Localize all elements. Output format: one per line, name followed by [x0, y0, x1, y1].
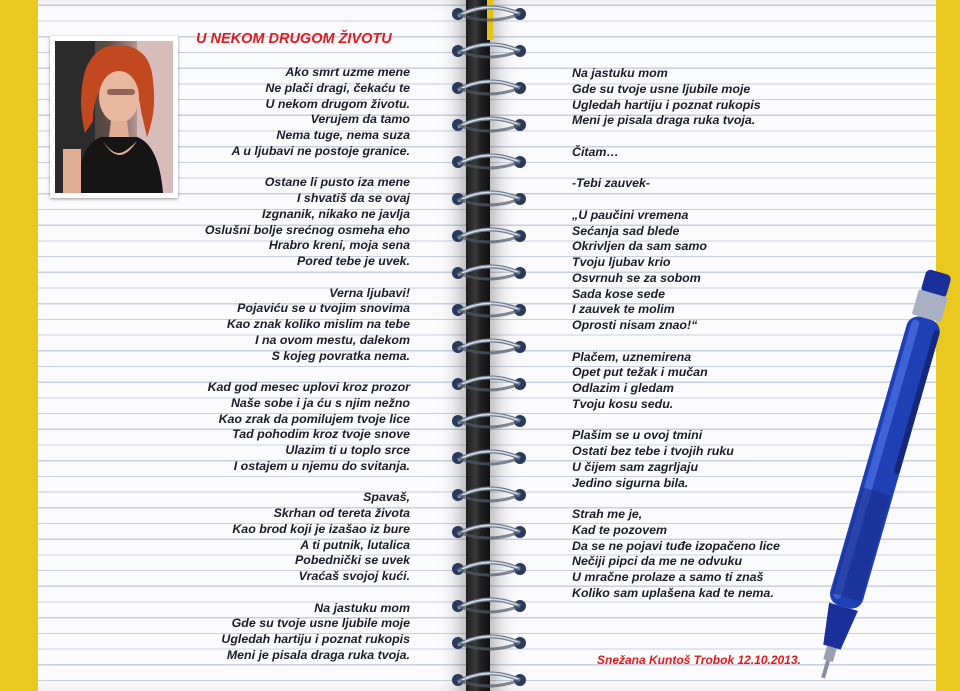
spiral-ring: [448, 150, 530, 172]
mechanical-pencil-icon: [806, 262, 956, 690]
poem-line: Meni je pisala draga ruka tvoja.: [572, 113, 756, 128]
poem-line: Nema tuge, nema suza: [276, 128, 410, 142]
poem-line: I shvatiš da se ovaj: [297, 191, 410, 205]
poem-line: I ostajem u njemu do svitanja.: [233, 458, 410, 473]
poem-line: Tvoju kosu sedu.: [572, 396, 674, 411]
poem-line: -Tebi zauvek-: [572, 176, 651, 191]
poem-line: Ne plači dragi, čekaću te: [265, 80, 410, 95]
stanza-break: [572, 161, 872, 177]
stanza-break: [150, 585, 410, 601]
poem-title: U NEKOM DRUGOM ŽIVOTU: [196, 31, 392, 47]
spiral-ring: [448, 520, 530, 542]
stanza-break: [150, 364, 410, 380]
poem-line: Plačem, uznemirena: [572, 349, 692, 364]
stanza-break: [150, 475, 410, 491]
poem-line: Tvoju ljubav krio: [572, 255, 671, 269]
stanza-break: [150, 160, 410, 176]
poem-line: Verujem da tamo: [310, 112, 410, 127]
poem-line: Meni je pisala draga ruka tvoja.: [226, 647, 410, 662]
poem-line: Kad te pozovem: [572, 522, 668, 537]
poem-line: Gde su tvoje usne ljubile moje: [572, 81, 751, 96]
poem-line: Oprosti nisam znao!“: [572, 318, 698, 332]
poem-line: Sada kose sede: [572, 286, 665, 301]
spiral-ring: [448, 372, 530, 394]
poem-line: A u ljubavi ne postoje granice.: [231, 143, 410, 158]
poem-line: Ulazim ti u toplo srce: [285, 443, 410, 457]
stanza-break: [572, 129, 872, 145]
poem-line: Ako smrt uzme mene: [285, 65, 410, 79]
spiral-ring: [448, 594, 530, 616]
spiral-ring: [448, 2, 530, 24]
stanza-break: [572, 192, 872, 208]
poem-line: Ugledah hartiju i poznat rukopis: [572, 97, 761, 112]
poem-line: Kao znak koliko mislim na tebe: [226, 317, 410, 331]
poem-line: Oslušni bolje srećnog osmeha eho: [204, 222, 410, 237]
poem-line: Koliko sam uplašena kad te nema.: [572, 585, 774, 600]
poem-line: Kad god mesec uplovi kroz prozor: [207, 380, 410, 394]
poem-line: Ugledah hartiju i poznat rukopis: [221, 632, 410, 646]
spiral-ring: [448, 113, 530, 135]
poem-line: Ostane li pusto iza mene: [264, 175, 410, 190]
poem-line: Sećanja sad blede: [572, 223, 680, 238]
poem-line: Skrhan od tereta života: [273, 506, 410, 520]
poem-line: Na jastuku mom: [314, 600, 410, 615]
poem-line: Naše sobe i ja ću s njim nežno: [230, 395, 410, 410]
spiral-ring: [448, 409, 530, 431]
poem-line: Izgnanik, nikako ne javlja: [261, 206, 410, 221]
poem-line: Kao zrak da pomilujem tvoje lice: [218, 411, 410, 426]
poem-line: Jedino sigurna bila.: [572, 475, 689, 490]
author-signature: Snežana Kuntoš Trobok 12.10.2013.: [597, 653, 801, 667]
poem-line: Okrivljen da sam samo: [572, 239, 707, 254]
spiral-ring: [448, 298, 530, 320]
poem-line: U čijem sam zagrljaju: [572, 459, 699, 474]
poem-line: Pojaviću se u tvojim snovima: [237, 301, 410, 316]
poem-line: Osvrnuh se za sobom: [572, 270, 701, 285]
poem-line: Da se ne pojavi tuđe izopačeno lice: [572, 538, 780, 553]
poem-line: I na ovom mestu, dalekom: [255, 332, 410, 347]
poem-line: Kao brod koji je izašao iz bure: [232, 521, 410, 536]
poem-line: Plašim se u ovoj tmini: [572, 428, 703, 443]
spiral-ring: [448, 76, 530, 98]
poem-line: A ti putnik, lutalica: [300, 537, 410, 552]
poem-left-column: [150, 65, 410, 664]
poem-line: Gde su tvoje usne ljubile moje: [231, 616, 410, 631]
poem-line: Odlazim i gledam: [572, 381, 674, 395]
stanza-break: [150, 270, 410, 286]
poem-line: Hrabro kreni, moja sena: [268, 238, 410, 253]
poem-line: Pored tebe je uvek.: [297, 254, 410, 268]
poem-line: Verna ljubavi!: [329, 285, 410, 300]
poem-line: Ostati bez tebe i tvojih ruku: [572, 444, 734, 458]
spiral-ring: [448, 224, 530, 246]
poem-line: Vraćaš svojoj kući.: [298, 569, 410, 583]
poem-line: „U paučini vremena: [572, 207, 689, 222]
poem-line: Spavaš,: [363, 490, 410, 505]
spiral-ring: [448, 261, 530, 283]
spiral-ring: [448, 557, 530, 579]
spiral-ring: [448, 668, 530, 690]
poem-line: Čitam…: [572, 144, 619, 159]
poem-line: Strah me je,: [572, 507, 643, 521]
spiral-ring: [448, 39, 530, 61]
spiral-ring: [448, 483, 530, 505]
poem-line: U nekom drugom životu.: [265, 96, 410, 111]
poem-line: Tad pohodim kroz tvoje snove: [232, 427, 410, 442]
spiral-ring: [448, 187, 530, 209]
poem-line: Na jastuku mom: [572, 66, 668, 80]
poem-line: I zauvek te molim: [572, 302, 675, 317]
poem-line: S kojeg povratka nema.: [271, 348, 410, 363]
poem-line: Nečiji pipci da me ne odvuku: [572, 554, 743, 569]
spiral-ring: [448, 631, 530, 653]
spiral-binding: [448, 0, 530, 691]
spiral-ring: [448, 446, 530, 468]
poem-line: U mračne prolaze a samo ti znaš: [572, 570, 764, 584]
poem-line: Opet put težak i mučan: [572, 365, 708, 380]
poem-line: Pobednički se uvek: [294, 553, 410, 568]
spiral-ring: [448, 335, 530, 357]
